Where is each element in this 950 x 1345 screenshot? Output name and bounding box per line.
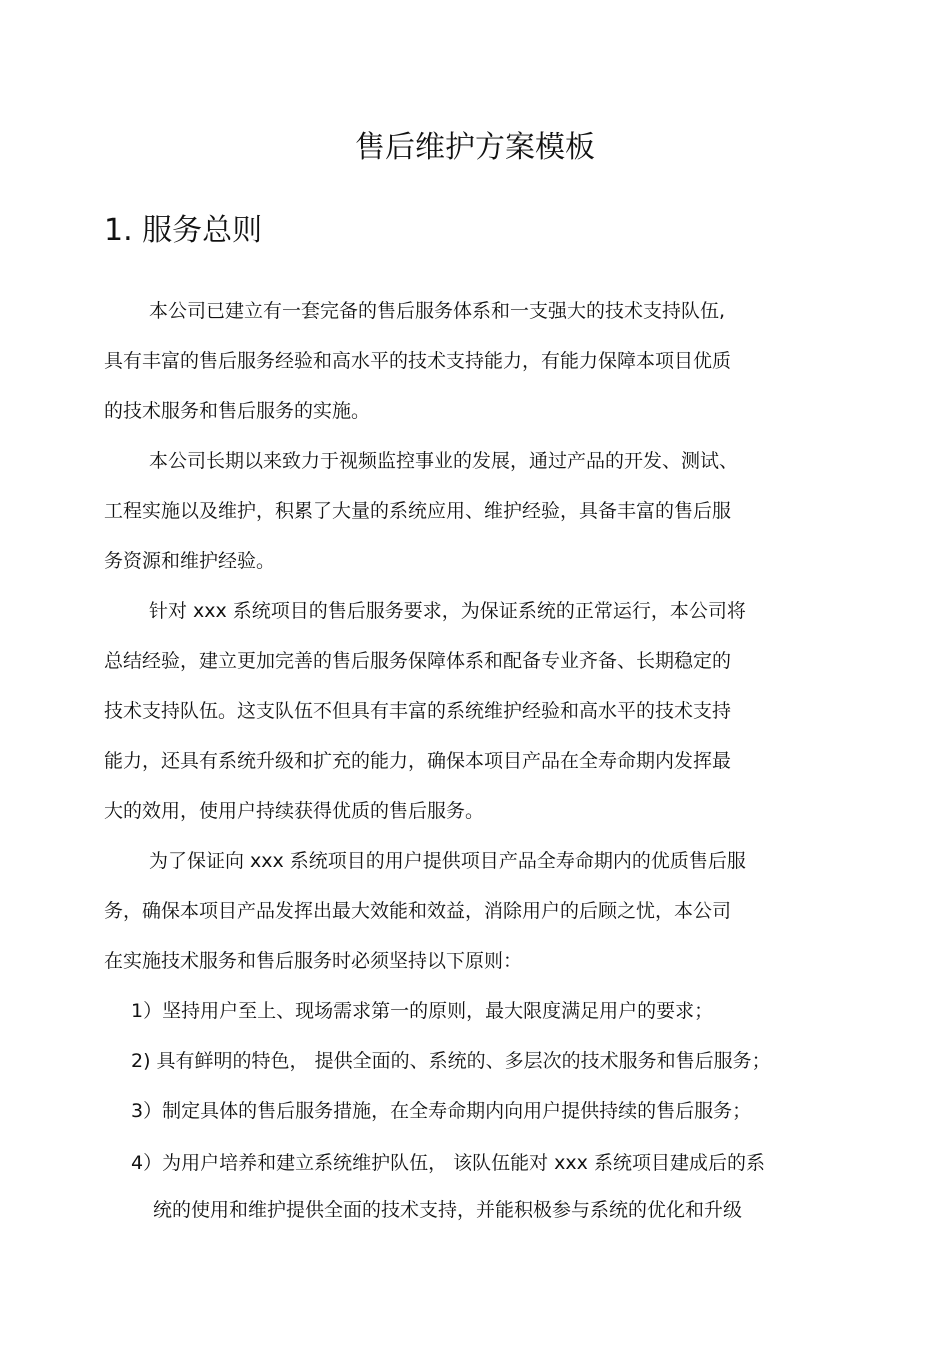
- document-title: 售后维护方案模板: [355, 130, 595, 165]
- paragraph-line: 大的效用，使用户持续获得优质的售后服务。: [104, 800, 485, 822]
- list-item: 3）制定具体的售后服务措施，在全寿命期内向用户提供持续的售后服务；: [131, 1100, 752, 1122]
- section-heading: 1. 服务总则: [104, 213, 263, 248]
- paragraph-line: 为了保证向 xxx 系统项目的用户提供项目产品全寿命期内的优质售后服: [149, 850, 746, 872]
- paragraph-line: 工程实施以及维护，积累了大量的系统应用、维护经验，具备丰富的售后服: [104, 500, 732, 522]
- paragraph-line: 务，确保本项目产品发挥出最大效能和效益，消除用户的后顾之忧，本公司: [104, 900, 732, 922]
- paragraph-line: 的技术服务和售后服务的实施。: [104, 400, 371, 422]
- paragraph-line: 在实施技术服务和售后服务时必须坚持以下原则：: [104, 950, 523, 972]
- paragraph-line: 能力，还具有系统升级和扩充的能力，确保本项目产品在全寿命期内发挥最: [104, 750, 732, 772]
- paragraph-line: 针对 xxx 系统项目的售后服务要求，为保证系统的正常运行，本公司将: [149, 600, 746, 622]
- paragraph-line: 技术支持队伍。这支队伍不但具有丰富的系统维护经验和高水平的技术支持: [104, 700, 732, 722]
- paragraph-line: 总结经验，建立更加完善的售后服务保障体系和配备专业齐备、长期稳定的: [104, 650, 732, 672]
- list-item-continuation: 统的使用和维护提供全面的技术支持，并能积极参与系统的优化和升级: [153, 1199, 743, 1221]
- paragraph-line: 具有丰富的售后服务经验和高水平的技术支持能力，有能力保障本项目优质: [104, 350, 732, 372]
- paragraph-line: 务资源和维护经验。: [104, 550, 276, 572]
- list-item: 1）坚持用户至上、现场需求第一的原则，最大限度满足用户的要求；: [131, 1000, 714, 1022]
- paragraph-line: 本公司已建立有一套完备的售后服务体系和一支强大的技术支持队伍,: [149, 300, 726, 322]
- list-item: 2) 具有鲜明的特色， 提供全面的、系统的、多层次的技术服务和售后服务；: [131, 1050, 771, 1072]
- paragraph-line: 本公司长期以来致力于视频监控事业的发展，通过产品的开发、测试、: [149, 450, 739, 472]
- list-item: 4）为用户培养和建立系统维护队伍， 该队伍能对 xxx 系统项目建成后的系: [131, 1152, 765, 1174]
